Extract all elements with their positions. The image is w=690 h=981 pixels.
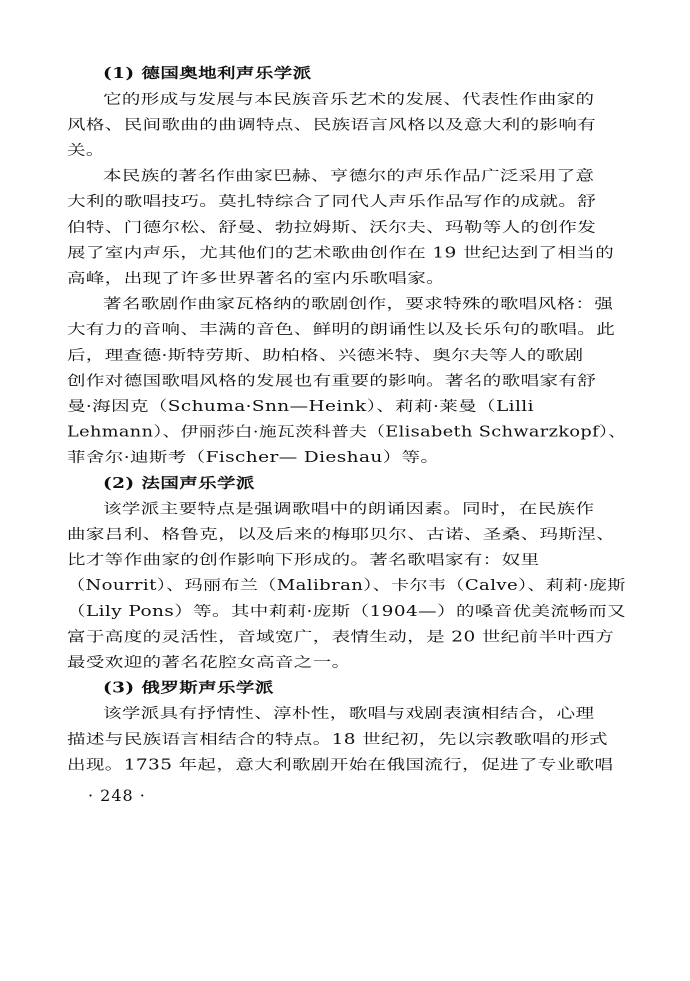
section-heading-russian: (3) 俄罗斯声乐学派: [103, 680, 274, 697]
paragraph-line: 菲舍尔·迪斯考（Fischer— Dieshau）等。: [67, 449, 440, 467]
paragraph-line: 著名歌剧作曲家瓦格纳的歌剧创作，要求特殊的歌唱风格：强: [103, 296, 614, 313]
paragraph-line: 关。: [67, 142, 105, 159]
paragraph-line: 大利的歌唱技巧。莫扎特综合了同代人声乐作品写作的成就。舒: [67, 193, 597, 211]
paragraph-line: Lehmann）、伊丽莎白·施瓦茨科普夫（Elisabeth Schwarzkopf）、: [67, 424, 627, 441]
paragraph-line: 富于高度的灵活性，音域宽广，表情生动，是 20 世纪前半叶西方: [67, 628, 615, 646]
paragraph-line: （Lily Pons）等。其中莉莉·庞斯（1904—）的嗓音优美流畅而又: [67, 603, 627, 620]
paragraph-line: 大有力的音响、丰满的音色、鲜明的朗诵性以及长乐句的歌唱。此: [67, 321, 616, 339]
paragraph-line: 它的形成与发展与本民族音乐艺术的发展、代表性作曲家的: [103, 91, 595, 108]
paragraph-line: 风格、民间歌曲的曲调特点、民族语言风格以及意大利的影响有: [67, 116, 597, 134]
paragraph-line: 创作对德国歌唱风格的发展也有重要的影响。著名的歌唱家有舒: [67, 372, 597, 390]
paragraph-line: 该学派主要特点是强调歌唱中的朗诵因素。同时，在民族作: [103, 500, 595, 518]
paragraph-line: 本民族的著名作曲家巴赫、亨德尔的声乐作品广泛采用了意: [103, 168, 595, 185]
paragraph-line: 最受欢迎的著名花腔女高音之一。: [67, 654, 351, 671]
paragraph-line: 描述与民族语言相结合的特点。18 世纪初，先以宗教歌唱的形式: [67, 731, 608, 748]
paragraph-line: 后，理查德·斯特劳斯、助柏格、兴德米特、奥尔夫等人的歌剧: [67, 347, 584, 364]
paragraph-line: 出现。1735 年起，意大利歌剧开始在俄国流行，促进了专业歌唱: [67, 756, 614, 774]
paragraph-line: 曲家吕利、格鲁克，以及后来的梅耶贝尔、古诺、圣桑、玛斯涅、: [67, 526, 616, 543]
page-number: · 248 ·: [88, 785, 146, 805]
section-heading-german-austrian: (1) 德国奥地利声乐学派: [103, 65, 312, 83]
paragraph-line: 曼·海因克（Schuma·Snn—Heink）、莉莉·莱曼（Lilli: [67, 398, 534, 415]
paragraph-line: （Nourrit）、玛丽布兰（Malibran）、卡尔韦（Calve）、莉莉·庞斯: [67, 577, 626, 595]
paragraph-line: 该学派具有抒情性、淳朴性，歌唱与戏剧表演相结合，心理: [103, 705, 595, 723]
paragraph-line: 高峰，出现了许多世界著名的室内乐歌唱家。: [67, 270, 446, 287]
paragraph-line: 伯特、门德尔松、舒曼、勃拉姆斯、沃尔夫、玛勒等人的创作发: [67, 219, 597, 236]
paragraph-line: 展了室内声乐，尤其他们的艺术歌曲创作在 19 世纪达到了相当的: [67, 244, 615, 262]
paragraph-line: 比才等作曲家的创作影响下形成的。著名歌唱家有：奴里: [67, 552, 540, 569]
section-heading-french: (2) 法国声乐学派: [103, 475, 255, 492]
